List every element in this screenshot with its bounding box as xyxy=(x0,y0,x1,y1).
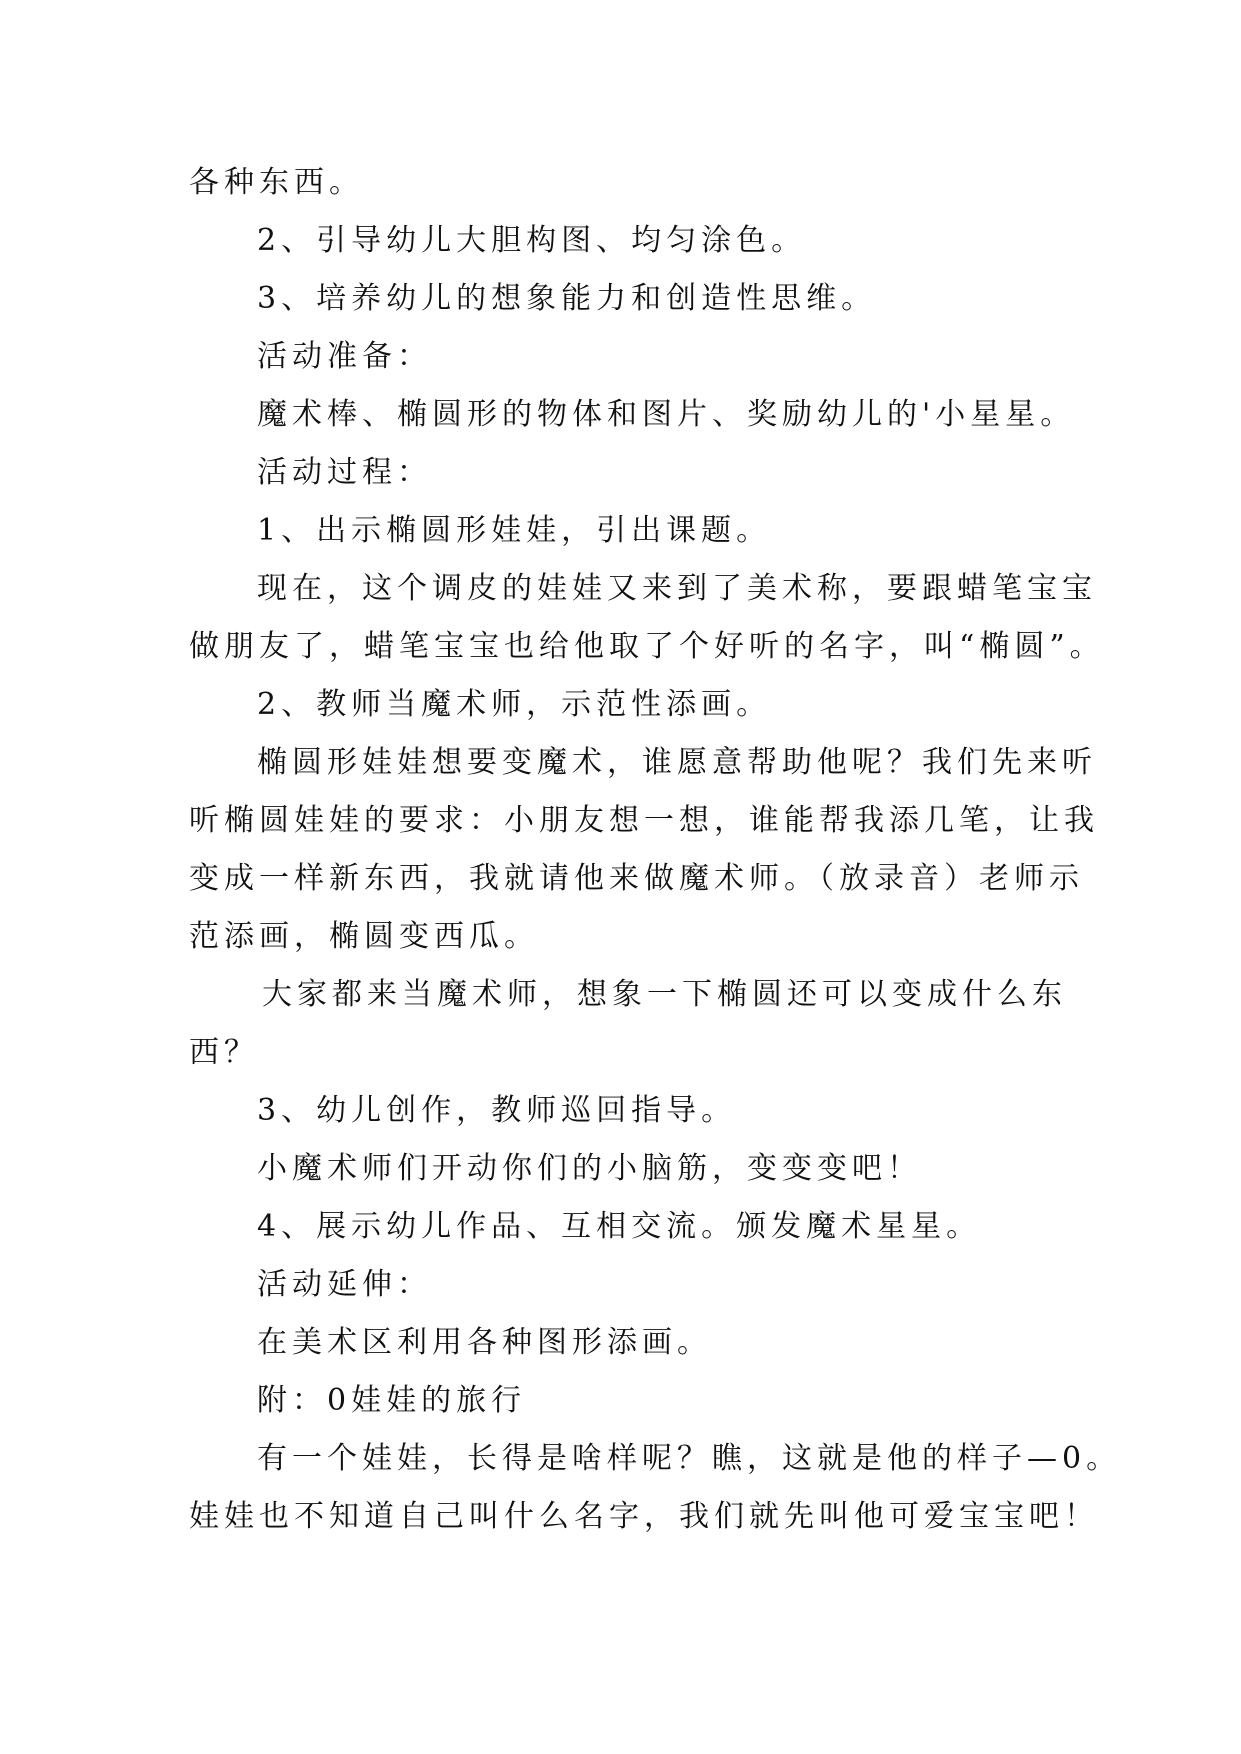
text-line: 小魔术师们开动你们的小脑筋，变变变吧！ xyxy=(257,1151,922,1186)
text-line: 3、培养幼儿的想象能力和创造性思维。 xyxy=(257,281,877,316)
section-heading: 活动过程： xyxy=(257,455,432,490)
text-line: 听椭圆娃娃的要求：小朋友想一想，谁能帮我添几笔，让我 xyxy=(189,803,1099,838)
text-line: 有一个娃娃，长得是啥样呢？瞧，这就是他的样子—0。 xyxy=(257,1441,1122,1476)
text-line: 2、引导幼儿大胆构图、均匀涂色。 xyxy=(257,223,807,258)
text-line: 2、教师当魔术师，示范性添画。 xyxy=(257,687,772,722)
text-line: 1、出示椭圆形娃娃，引出课题。 xyxy=(257,513,772,548)
text-line: 附：0娃娃的旅行 xyxy=(257,1383,527,1418)
text-line: 椭圆形娃娃想要变魔术，谁愿意帮助他呢？我们先来听 xyxy=(257,745,1097,780)
text-line: 各种东西。 xyxy=(189,165,364,200)
text-line: 范添画，椭圆变西瓜。 xyxy=(189,919,539,954)
text-line: 魔术棒、椭圆形的物体和图片、奖励幼儿的'小星星。 xyxy=(257,397,1076,432)
section-heading: 活动准备： xyxy=(257,339,432,374)
text-line: 娃娃也不知道自己叫什么名字，我们就先叫他可爱宝宝吧！ xyxy=(189,1499,1099,1534)
section-heading: 活动延伸： xyxy=(257,1267,432,1302)
text-line: 3、幼儿创作，教师巡回指导。 xyxy=(257,1093,737,1128)
text-line: 做朋友了，蜡笔宝宝也给他取了个好听的名字，叫“椭圆”。 xyxy=(189,629,1105,664)
text-line: 西？ xyxy=(189,1035,259,1070)
text-line: 4、展示幼儿作品、互相交流。颁发魔术星星。 xyxy=(257,1209,982,1244)
text-line: 在美术区利用各种图形添画。 xyxy=(257,1325,712,1360)
text-line: 变成一样新东西，我就请他来做魔术师。（放录音）老师示 xyxy=(189,861,1084,896)
text-line: 大家都来当魔术师，想象一下椭圆还可以变成什么东 xyxy=(262,977,1067,1012)
text-line: 现在，这个调皮的娃娃又来到了美术称，要跟蜡笔宝宝 xyxy=(257,571,1097,606)
